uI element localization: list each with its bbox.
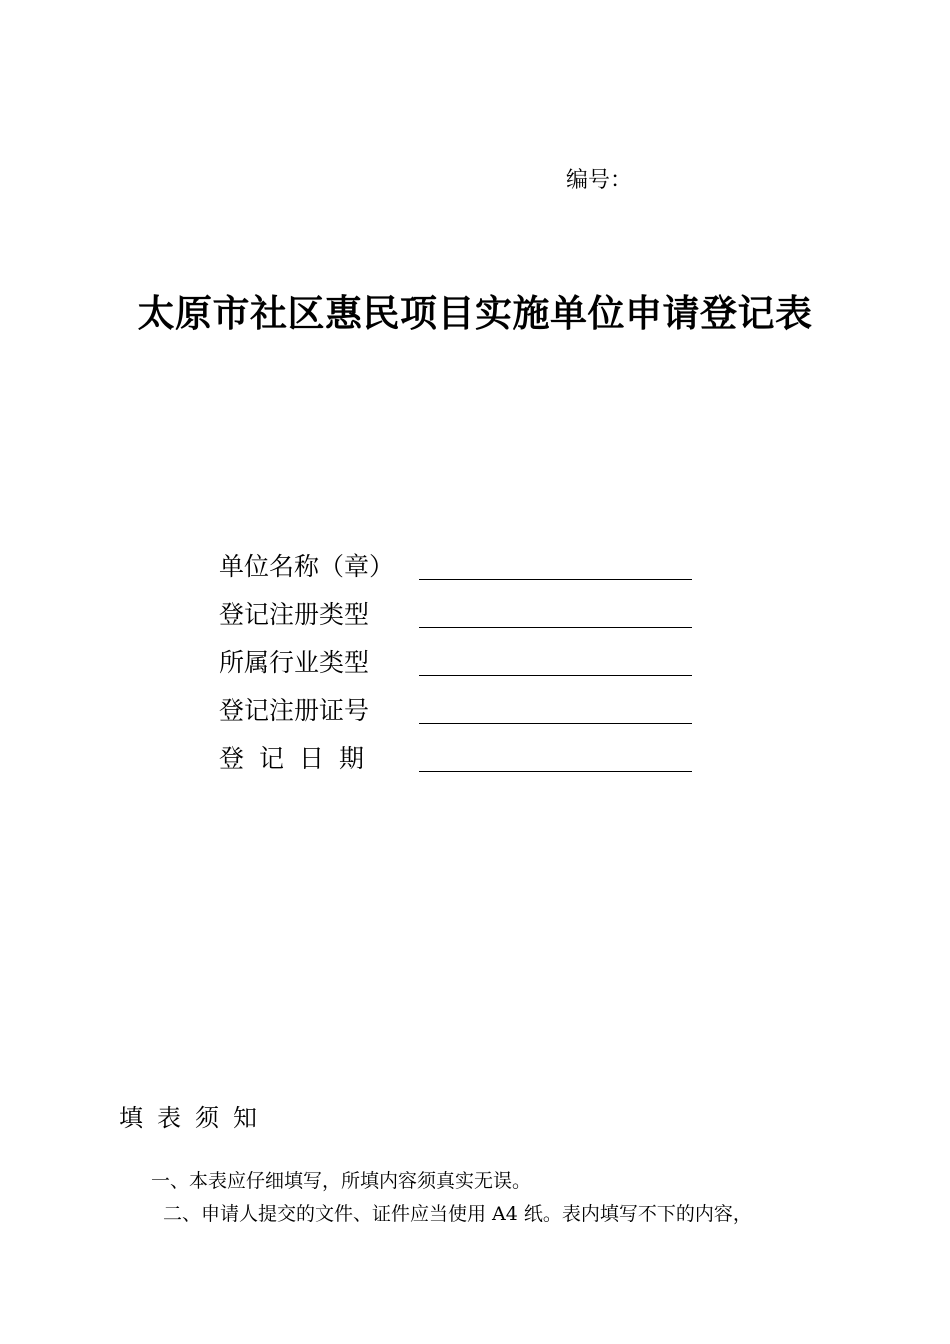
page-title: 太原市社区惠民项目实施单位申请登记表 [137,292,813,335]
field-label: 单位名称（章） [219,552,395,581]
fill-in-line[interactable] [419,771,692,772]
field-registration-number [219,692,699,740]
field-label: 登记日期 [219,744,380,773]
serial-number-label: 编号： [566,168,633,193]
fill-in-line[interactable] [419,723,692,724]
field-industry-type [219,644,699,692]
field-registration-date [219,740,699,788]
field-registration-type [219,596,699,644]
field-unit-name [219,548,699,596]
instruction-item: 二、申请人提交的文件、证件应当使用 A4 纸。表内填写不下的内容， [163,1203,752,1225]
fill-in-line[interactable] [419,627,692,628]
fill-in-line[interactable] [419,675,692,676]
instruction-item: 一、本表应仔细填写，所填内容须真实无误。 [151,1170,532,1192]
field-label: 登记注册证号 [219,696,370,725]
field-label: 所属行业类型 [219,648,370,677]
field-label: 登记注册类型 [219,600,370,629]
registration-fields [219,548,699,788]
instructions-heading: 填表须知 [119,1104,271,1132]
fill-in-line[interactable] [419,579,692,580]
